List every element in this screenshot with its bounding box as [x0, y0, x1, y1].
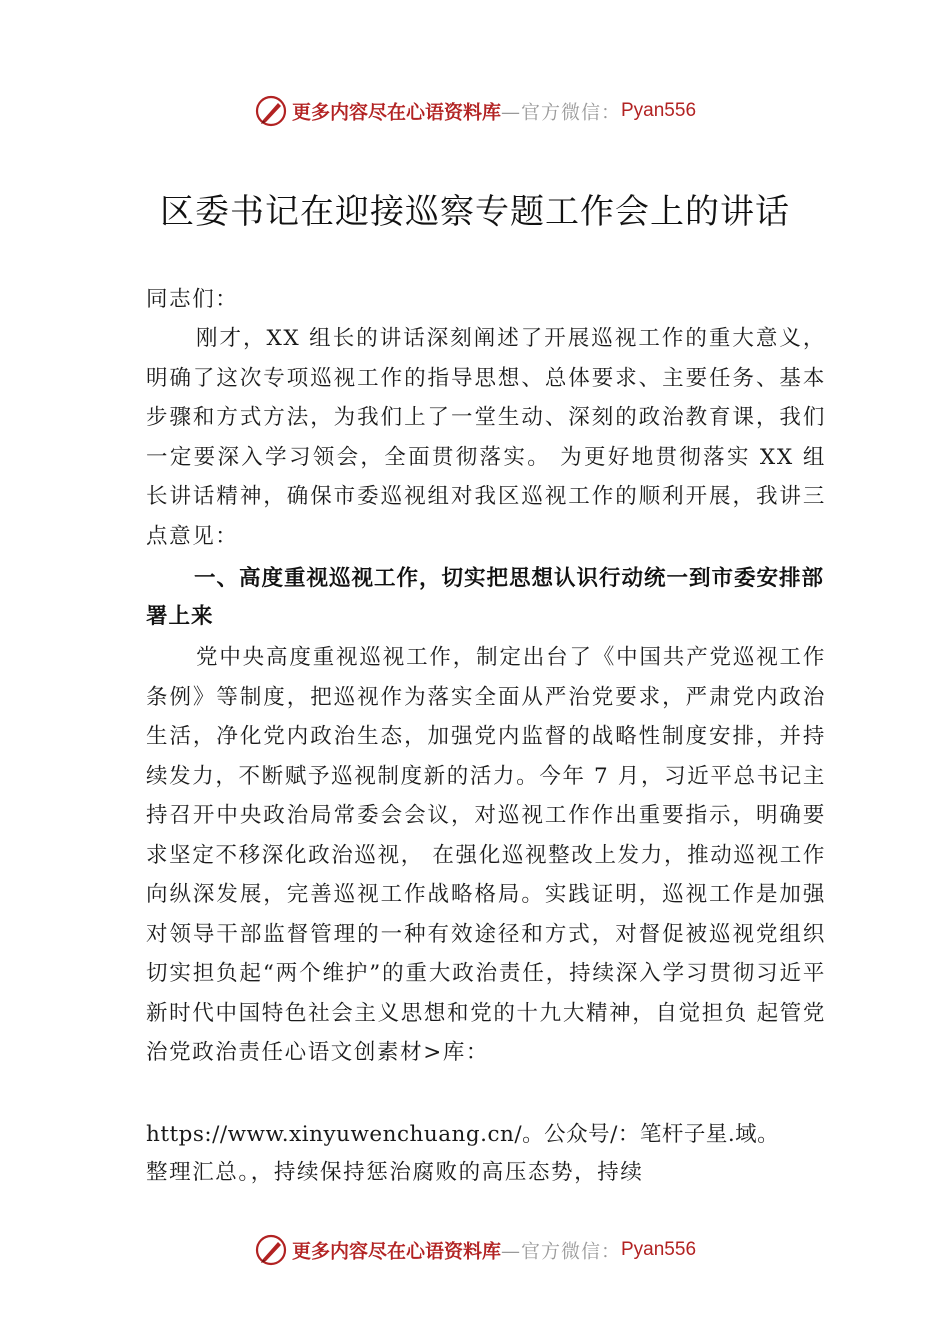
document-title: 区委书记在迎接巡察专题工作会上的讲话	[160, 192, 790, 232]
banner-library-text: 更多内容尽在心语资料库	[291, 1240, 501, 1263]
paragraph-intro: 刚才，XX 组长的讲话深刻阐述了开展巡视工作的重大意义，明确了这次专项巡视工作的指导思想、总体要求、主要任务、基本步骤和方式方法，为我们上了一堂生动、深刻的政治教育课，我们一定要深入学习领会，全面贯彻落实。 为更好地贯彻落实 XX 组长讲话精神，确保市委巡视组对我区巡视工作的顺利开展，我讲三点意见：	[146, 326, 826, 549]
footer-banner	[0, 1233, 950, 1273]
header-banner	[0, 94, 950, 134]
pen-logo-icon	[254, 94, 288, 128]
banner-wechat-id: Pyan556	[621, 100, 697, 121]
banner-wechat-id: Pyan556	[621, 1239, 697, 1260]
greeting: 同志们：	[146, 287, 239, 312]
paragraph-section-1: 党中央高度重视巡视工作，制定出台了《中国共产党巡视工作条例》等制度，把巡视作为落实全面从严治党要求，严肃党内政治生活，净化党内政治生态，加强党内监督的战略性制度安排，并持续发力，不断赋予巡视制度新的活力。今年 7 月，习近平总书记主持召开中央政治局常委会会议，对巡视工作作出重要指示，明确要求坚定不移深化政治巡视， 在强化巡视整改上发力，推动巡视工作向纵深发展，完善巡视工作战略格局。实践证明，巡视工作是加强对领导干部监督管理的一种有效途径和方式，对督促被巡视党组织切实担负起“两个维护”的重大政治责任，持续深入学习贯彻习近平 新时代中国特色社会主义思想和党的十九大精神，自觉担负 起管党治党政治责任心语文创素材>库：	[146, 645, 826, 1065]
banner-wechat-label: —官方微信：	[500, 101, 621, 124]
pen-logo-icon	[254, 1233, 288, 1267]
section-heading-1: 一、高度重视巡视工作，切实把思想认识行动统一到市委安排部署上来	[146, 566, 825, 629]
banner-wechat-label: —官方微信：	[500, 1240, 621, 1263]
url-line: https://www.xinyuwenchuang.cn/。公众号/：笔杆子星.域。	[146, 1122, 780, 1147]
paragraph-tail: 整理汇总。，持续保持惩治腐败的高压态势，持续	[146, 1160, 644, 1185]
banner-library-text: 更多内容尽在心语资料库	[291, 101, 501, 124]
